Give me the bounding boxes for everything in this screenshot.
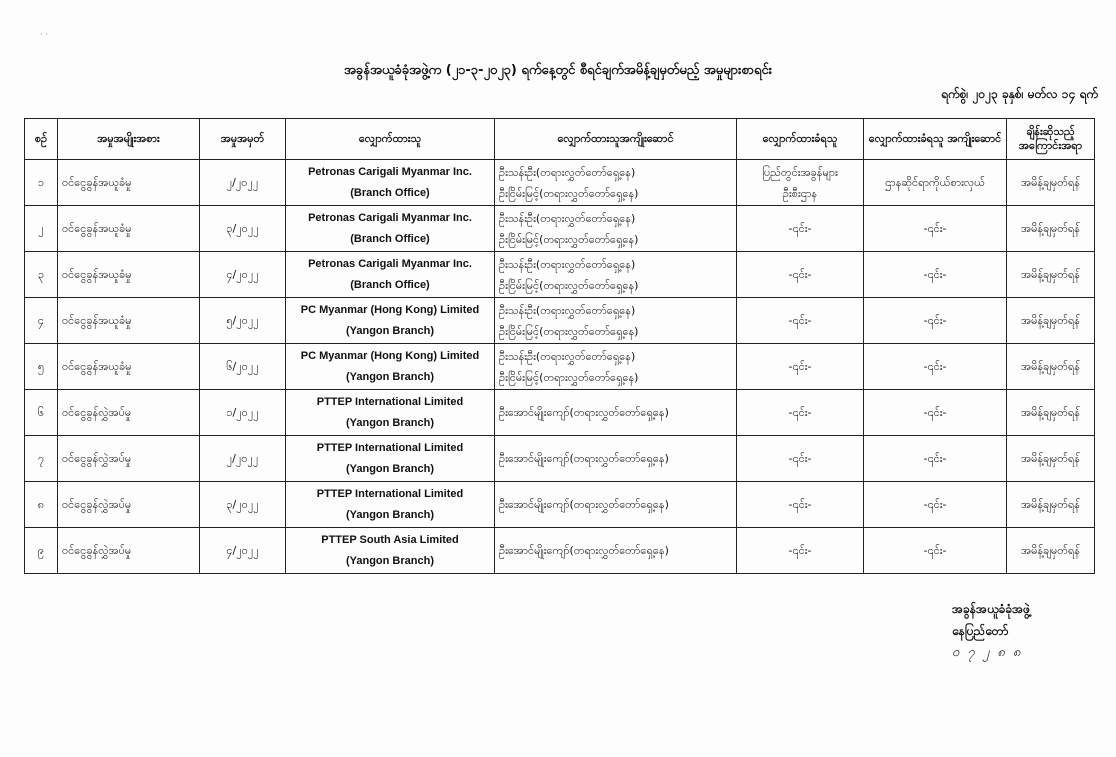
- applicant-line: PTTEP International Limited: [316, 441, 464, 454]
- respondent-line: -၎င်း-: [788, 314, 812, 327]
- case-type-cell: [58, 160, 200, 206]
- applicant-agent-cell: [495, 298, 737, 344]
- respondent-cell: [737, 482, 864, 528]
- respondent-line: -၎င်း-: [788, 268, 812, 281]
- respondent-line: -၎င်း-: [788, 498, 812, 511]
- respondent-agent-cell: [864, 252, 1007, 298]
- case-type: ဝင်ငွေခွန်အယူခံမှု: [62, 360, 132, 373]
- case-type: ဝင်ငွေခွန်အယူခံမှု: [62, 268, 132, 281]
- column-header-respondent-agent: လျှောက်ထားခံရသူ အကျိုးဆောင်: [864, 119, 1007, 160]
- applicant-line: PTTEP International Limited: [316, 395, 464, 408]
- table-row: [25, 206, 1095, 252]
- signature-block: [952, 598, 1030, 664]
- applicant-agent-line: ဦးအောင်မျိုးကျော်(တရားလွှတ်တော်ရှေ့နေ): [499, 544, 669, 557]
- row-number: ၅: [37, 360, 45, 373]
- case-type-cell: [58, 252, 200, 298]
- reason-cell: [1007, 528, 1095, 574]
- row-number-cell: [25, 252, 58, 298]
- row-number-cell: [25, 482, 58, 528]
- applicant-agent-line: ဦးငြိမ်းမြင့်(တရားလွှတ်တော်ရှေ့နေ): [499, 370, 639, 384]
- table-row: [25, 252, 1095, 298]
- applicant-cell: [286, 206, 495, 252]
- applicant-line: (Yangon Branch): [345, 508, 434, 521]
- respondent-agent-cell: [864, 344, 1007, 390]
- column-header-reason: ချိန်းဆိုသည့် အကြောင်းအရာ: [1007, 119, 1095, 160]
- case-number-cell: [200, 160, 286, 206]
- applicant-line: PTTEP International Limited: [316, 487, 464, 500]
- case-type: ဝင်ငွေခွန်အယူခံမှု: [62, 222, 132, 235]
- signature-city: နေပြည်တော်: [952, 624, 1009, 638]
- applicant-agent-cell: [495, 390, 737, 436]
- respondent-agent-cell: [864, 390, 1007, 436]
- respondent-agent: -၎င်း-: [923, 222, 947, 235]
- case-type-cell: [58, 390, 200, 436]
- respondent-agent-cell: [864, 528, 1007, 574]
- row-number: ၄: [37, 314, 45, 327]
- case-number-cell: [200, 436, 286, 482]
- applicant-agent-line: ဦးသန်းဦး(တရားလွှတ်တော်ရှေ့နေ): [499, 211, 636, 225]
- respondent-cell: [737, 436, 864, 482]
- respondent-line: ဦးစီးဌာန: [782, 186, 818, 200]
- respondent-agent-cell: [864, 206, 1007, 252]
- applicant-agent-line: ဦးသန်းဦး(တရားလွှတ်တော်ရှေ့နေ): [499, 349, 636, 363]
- applicant-agent-line: ဦးငြိမ်းမြင့်(တရားလွှတ်တော်ရှေ့နေ): [499, 232, 639, 246]
- signature-org: အခွန်အယူခံခုံအဖွဲ့: [952, 602, 1031, 616]
- respondent-agent: -၎င်း-: [923, 498, 947, 511]
- reason: အမိန့်ချမှတ်ရန်: [1020, 498, 1080, 511]
- case-type-cell: [58, 528, 200, 574]
- case-number-cell: [200, 298, 286, 344]
- reason: အမိန့်ချမှတ်ရန်: [1020, 314, 1080, 327]
- case-number: ၄/၂၀၂၂: [226, 544, 259, 557]
- applicant-agent-cell: [495, 436, 737, 482]
- respondent-agent: ဌာနဆိုင်ရာကိုယ်စားလှယ်: [885, 176, 985, 189]
- applicant-agent-cell: [495, 252, 737, 298]
- applicant-agent-cell: [495, 206, 737, 252]
- applicant-agent-line: ဦးအောင်မျိုးကျော်(တရားလွှတ်တော်ရှေ့နေ): [499, 452, 669, 465]
- row-number-cell: [25, 160, 58, 206]
- row-number-cell: [25, 344, 58, 390]
- applicant-agent-cell: [495, 528, 737, 574]
- applicant-line: (Branch Office): [350, 232, 430, 245]
- case-number: ၃/၂၀၂၂: [226, 222, 259, 235]
- case-number-cell: [200, 344, 286, 390]
- applicant-agent-cell: [495, 160, 737, 206]
- reason: အမိန့်ချမှတ်ရန်: [1020, 222, 1080, 235]
- row-number: ၈: [37, 498, 45, 511]
- applicant-agent-line: ဦးသန်းဦး(တရားလွှတ်တော်ရှေ့နေ): [499, 165, 636, 179]
- respondent-agent-cell: [864, 298, 1007, 344]
- table-row: [25, 482, 1095, 528]
- case-number-cell: [200, 252, 286, 298]
- case-number-cell: [200, 528, 286, 574]
- applicant-agent-line: ဦးသန်းဦး(တရားလွှတ်တော်ရှေ့နေ): [499, 303, 636, 317]
- column-header-case-type: အမှုအမျိုးအစား: [58, 119, 200, 160]
- respondent-cell: [737, 206, 864, 252]
- case-type-cell: [58, 298, 200, 344]
- table-header-row: [25, 119, 1095, 160]
- case-number: ၂/၂၀၂၂: [226, 452, 259, 465]
- applicant-agent-line: ဦးငြိမ်းမြင့်(တရားလွှတ်တော်ရှေ့နေ): [499, 186, 639, 200]
- case-number-cell: [200, 390, 286, 436]
- reason: အမိန့်ချမှတ်ရန်: [1020, 176, 1080, 189]
- row-number: ၇: [37, 452, 45, 465]
- reason: အမိန့်ချမှတ်ရန်: [1020, 544, 1080, 557]
- case-number: ၁/၂၀၂၂: [226, 406, 259, 419]
- applicant-line: Petronas Carigali Myanmar Inc.: [308, 257, 472, 270]
- reason-cell: [1007, 252, 1095, 298]
- table-row: [25, 160, 1095, 206]
- case-number: ၄/၂၀၂၂: [226, 268, 259, 281]
- reason: အမိန့်ချမှတ်ရန်: [1020, 406, 1080, 419]
- applicant-line: (Yangon Branch): [345, 462, 434, 475]
- respondent-agent: -၎င်း-: [923, 544, 947, 557]
- respondent-agent: -၎င်း-: [923, 452, 947, 465]
- row-number: ၉: [37, 544, 45, 557]
- applicant-line: (Yangon Branch): [345, 324, 434, 337]
- case-type: ဝင်ငွေခွန်လွှဲအပ်မှု: [62, 452, 132, 465]
- column-header-applicant: လျှောက်ထားသူ: [286, 119, 495, 160]
- reason: အမိန့်ချမှတ်ရန်: [1020, 268, 1080, 281]
- case-number-cell: [200, 482, 286, 528]
- case-number: ၆/၂၀၂၂: [226, 360, 259, 373]
- case-list-table: [24, 118, 1095, 574]
- table-row: [25, 344, 1095, 390]
- case-type-cell: [58, 206, 200, 252]
- page-title: အခွန်အယူခံခုံအဖွဲ့က (၂၁-၃-၂၀၂၃) ရက်နေ့တွင် စီရင်ချက်အမိန့်ချမှတ်မည့် အမှုများစာရင်း: [344, 63, 772, 78]
- applicant-agent-line: ဦးငြိမ်းမြင့်(တရားလွှတ်တော်ရှေ့နေ): [499, 278, 639, 292]
- applicant-line: (Branch Office): [350, 278, 430, 291]
- respondent-line: -၎င်း-: [788, 452, 812, 465]
- applicant-line: PC Myanmar (Hong Kong) Limited: [300, 303, 480, 316]
- respondent-agent: -၎င်း-: [923, 360, 947, 373]
- respondent-agent: -၎င်း-: [923, 314, 947, 327]
- document-date: ရက်စွဲ၊ ၂၀၂၃ ခုနှစ်၊ မတ်လ ၁၄ ရက်: [941, 87, 1098, 101]
- column-header-case-number: အမှုအမှတ်: [200, 119, 286, 160]
- applicant-cell: [286, 528, 495, 574]
- respondent-cell: [737, 160, 864, 206]
- case-type: ဝင်ငွေခွန်အယူခံမှု: [62, 314, 132, 327]
- applicant-cell: [286, 482, 495, 528]
- case-number: ၅/၂၀၂၂: [226, 314, 259, 327]
- case-number-cell: [200, 206, 286, 252]
- row-number-cell: [25, 390, 58, 436]
- respondent-line: ပြည်တွင်းအခွန်များ: [762, 165, 838, 179]
- respondent-cell: [737, 298, 864, 344]
- applicant-line: Petronas Carigali Myanmar Inc.: [308, 211, 472, 224]
- reason-cell: [1007, 206, 1095, 252]
- table-row: [25, 390, 1095, 436]
- applicant-agent-cell: [495, 344, 737, 390]
- case-number: ၂/၂၀၂၂: [226, 176, 259, 189]
- reason-cell: [1007, 390, 1095, 436]
- case-type-cell: [58, 482, 200, 528]
- applicant-line: Petronas Carigali Myanmar Inc.: [308, 165, 472, 178]
- row-number: ၆: [37, 406, 45, 419]
- applicant-cell: [286, 436, 495, 482]
- respondent-line: -၎င်း-: [788, 360, 812, 373]
- reason-cell: [1007, 298, 1095, 344]
- applicant-agent-line: ဦးအောင်မျိုးကျော်(တရားလွှတ်တော်ရှေ့နေ): [499, 498, 669, 511]
- case-type: ဝင်ငွေခွန်လွှဲအပ်မှု: [62, 406, 132, 419]
- table-row: [25, 436, 1095, 482]
- column-header-applicant-agent: လျှောက်ထားသူအကျိုးဆောင်: [495, 119, 737, 160]
- applicant-line: (Yangon Branch): [345, 416, 434, 429]
- respondent-cell: [737, 252, 864, 298]
- applicant-line: (Yangon Branch): [345, 554, 434, 567]
- reason-cell: [1007, 160, 1095, 206]
- handwritten-signature: ဝ ၇ ၂ ၈ ၈: [952, 645, 1023, 660]
- respondent-agent: -၎င်း-: [923, 268, 947, 281]
- respondent-agent-cell: [864, 436, 1007, 482]
- row-number-cell: [25, 298, 58, 344]
- case-type: ဝင်ငွေခွန်လွှဲအပ်မှု: [62, 498, 132, 511]
- respondent-cell: [737, 528, 864, 574]
- applicant-cell: [286, 298, 495, 344]
- reason: အမိန့်ချမှတ်ရန်: [1020, 452, 1080, 465]
- respondent-line: -၎င်း-: [788, 406, 812, 419]
- case-number: ၃/၂၀၂၂: [226, 498, 259, 511]
- row-number-cell: [25, 436, 58, 482]
- column-header-no: စဉ်: [25, 119, 58, 160]
- applicant-agent-line: ဦးသန်းဦး(တရားလွှတ်တော်ရှေ့နေ): [499, 257, 636, 271]
- case-type-cell: [58, 436, 200, 482]
- reason: အမိန့်ချမှတ်ရန်: [1020, 360, 1080, 373]
- table-row: [25, 528, 1095, 574]
- applicant-cell: [286, 160, 495, 206]
- applicant-cell: [286, 252, 495, 298]
- row-number: ၃: [37, 268, 45, 281]
- respondent-agent-cell: [864, 160, 1007, 206]
- case-type-cell: [58, 344, 200, 390]
- row-number-cell: [25, 528, 58, 574]
- applicant-cell: [286, 344, 495, 390]
- applicant-agent-line: ဦးငြိမ်းမြင့်(တရားလွှတ်တော်ရှေ့နေ): [499, 324, 639, 338]
- applicant-line: (Branch Office): [350, 186, 430, 199]
- row-number: ၂: [38, 222, 44, 235]
- respondent-line: -၎င်း-: [788, 544, 812, 557]
- applicant-line: (Yangon Branch): [345, 370, 434, 383]
- applicant-agent-cell: [495, 482, 737, 528]
- reason-cell: [1007, 436, 1095, 482]
- row-number: ၁: [37, 176, 45, 189]
- applicant-line: PTTEP South Asia Limited: [321, 533, 459, 546]
- respondent-line: -၎င်း-: [788, 222, 812, 235]
- table-row: [25, 298, 1095, 344]
- respondent-cell: [737, 390, 864, 436]
- respondent-agent-cell: [864, 482, 1007, 528]
- case-type: ဝင်ငွေခွန်အယူခံမှု: [62, 176, 132, 189]
- case-type: ဝင်ငွေခွန်လွှဲအပ်မှု: [62, 544, 132, 557]
- applicant-agent-line: ဦးအောင်မျိုးကျော်(တရားလွှတ်တော်ရှေ့နေ): [499, 406, 669, 419]
- respondent-agent: -၎င်း-: [923, 406, 947, 419]
- respondent-cell: [737, 344, 864, 390]
- applicant-cell: [286, 390, 495, 436]
- row-number-cell: [25, 206, 58, 252]
- reason-cell: [1007, 482, 1095, 528]
- scan-speck: · ·: [40, 30, 48, 39]
- applicant-line: PC Myanmar (Hong Kong) Limited: [300, 349, 480, 362]
- reason-cell: [1007, 344, 1095, 390]
- column-header-respondent: လျှောက်ထားခံရသူ: [737, 119, 864, 160]
